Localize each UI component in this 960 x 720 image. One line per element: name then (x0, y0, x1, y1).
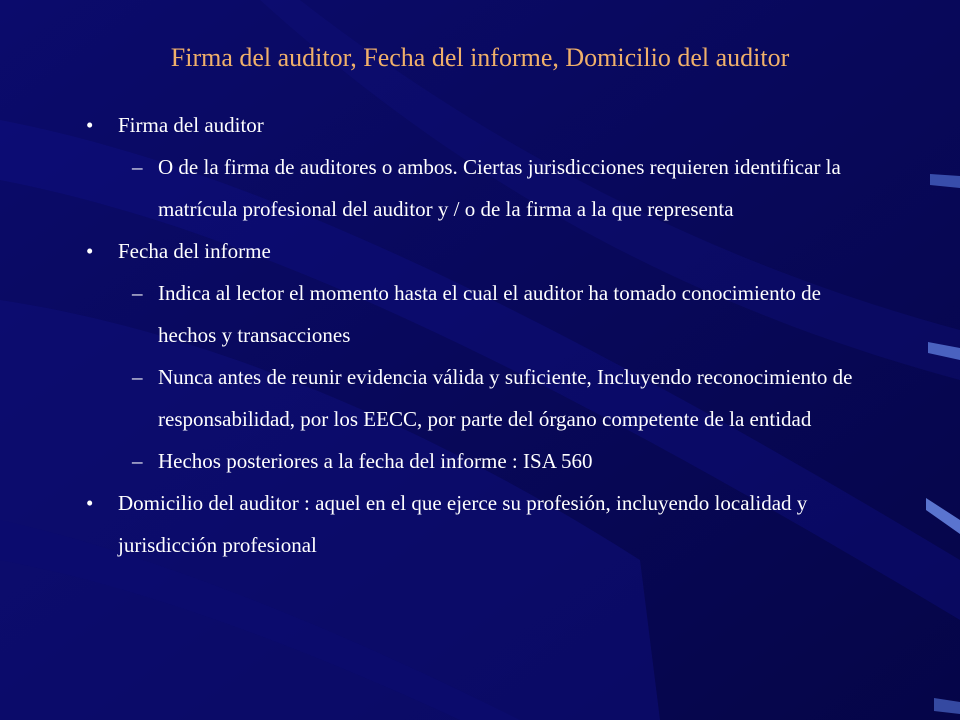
dash-marker: – (132, 281, 143, 305)
bullet-item (80, 104, 880, 146)
sub-bullet-item (80, 272, 880, 356)
item-text: O de la firma de auditores o ambos. Ciertas jurisdicciones requieren identificar la matrícula profesional del auditor y / o de la firma a la que representa (158, 155, 841, 221)
item-text: Domicilio del auditor : aquel en el que ejerce su profesión, incluyendo localidad y jurisdicción profesional (118, 491, 808, 557)
item-text: Fecha del informe (118, 239, 271, 263)
dash-marker: – (132, 449, 143, 473)
slide-title: Firma del auditor, Fecha del informe, Domicilio del auditor (170, 43, 790, 72)
bullet-item (80, 230, 880, 272)
bullet-item (80, 482, 880, 566)
bullet-marker: • (86, 491, 94, 515)
bullet-marker: • (86, 239, 94, 263)
item-text: Firma del auditor (118, 113, 264, 137)
item-text: Hechos posteriores a la fecha del informe : ISA 560 (158, 449, 593, 473)
sub-bullet-item (80, 146, 880, 230)
slide-content (80, 104, 880, 566)
item-text: Nunca antes de reunir evidencia válida y suficiente, Incluyendo reconocimiento de responsabilidad, por los EECC, por parte del órgano competente de la entidad (158, 365, 853, 431)
dash-marker: – (132, 155, 143, 179)
item-text: Indica al lector el momento hasta el cual el auditor ha tomado conocimiento de hechos y transacciones (158, 281, 822, 347)
sub-bullet-item (80, 356, 880, 440)
bullet-marker: • (86, 113, 94, 137)
dash-marker: – (132, 365, 143, 389)
sub-bullet-item (80, 440, 880, 482)
